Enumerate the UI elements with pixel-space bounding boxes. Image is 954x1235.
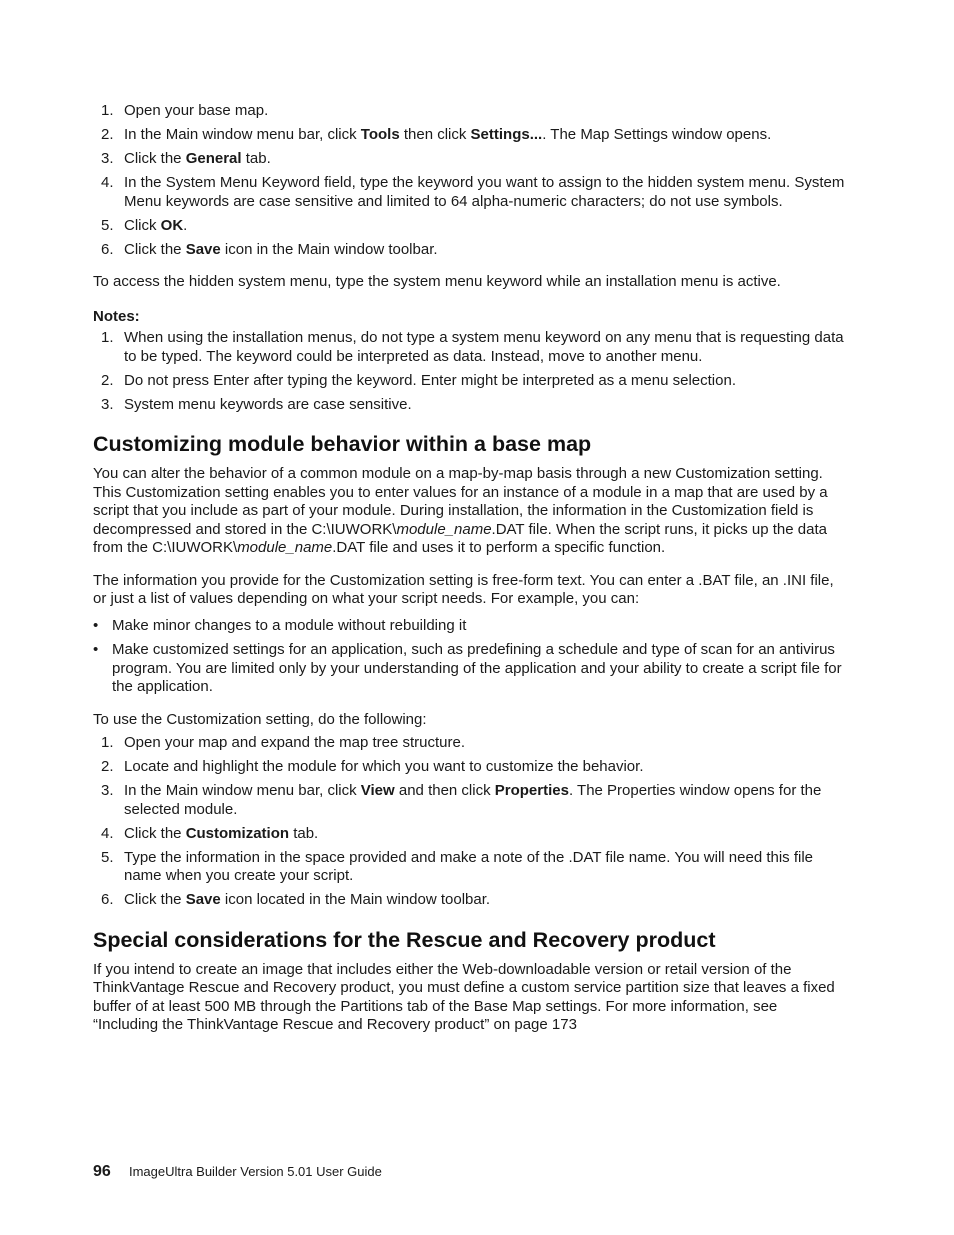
text-run: .DAT file and uses it to perform a specific function.: [332, 539, 666, 556]
list-item: [93, 891, 845, 910]
list-item-text: [124, 372, 736, 389]
list-item-text: [124, 849, 813, 885]
list-item-text: [124, 329, 844, 365]
list-item: [93, 241, 845, 260]
text-run: Click the: [124, 240, 186, 258]
text-run: In the Main window menu bar, click: [124, 126, 361, 143]
text-run: .DAT file. When the script runs, it picks up the data from the C:\IUWORK\: [93, 520, 827, 556]
list-item-number: 3.: [101, 782, 114, 799]
emphasized-term: Save: [185, 240, 221, 258]
notes-list: [93, 329, 845, 414]
list-item-number: 4.: [101, 824, 114, 842]
section-heading-rescue-recovery: Special considerations for the Rescue and Recovery product: [93, 927, 716, 952]
list-item-number: 4.: [101, 174, 114, 191]
emphasized-term: View: [360, 782, 395, 799]
list-item-text: [124, 396, 412, 413]
text-run: . The Map Settings window opens.: [542, 126, 772, 143]
examples-bullet-list: [93, 617, 845, 697]
list-item: [93, 217, 845, 236]
text-run: . The Properties window opens for the selected module.: [124, 782, 822, 818]
list-item: [93, 825, 845, 844]
text-run: System menu keywords are case sensitive.: [124, 395, 412, 413]
text-run: Open your map and expand the map tree structure.: [124, 734, 466, 751]
list-item-text: [124, 174, 844, 210]
text-run: In the Main window menu bar, click: [124, 782, 361, 799]
list-item: [93, 174, 845, 211]
text-run: Open your base map.: [124, 102, 269, 119]
list-item: [93, 782, 845, 819]
list-item-number: 1.: [101, 734, 114, 751]
text-run: tab.: [289, 824, 319, 842]
bullet-text: Make minor changes to a module without rebuilding it: [112, 616, 467, 634]
bullet-item: [93, 641, 845, 697]
text-run: tab.: [241, 150, 271, 167]
emphasized-term: OK: [160, 216, 184, 234]
text-run: icon located in the Main window toolbar.: [220, 891, 491, 908]
emphasized-term: General: [185, 150, 242, 167]
settings-steps-list: [93, 102, 845, 259]
use-customization-paragraph: To use the Customization setting, do the following:: [93, 710, 427, 728]
page-content: [93, 102, 845, 1035]
list-item: [93, 102, 845, 121]
emphasized-term: Properties: [494, 782, 569, 799]
list-item-number: 2.: [101, 126, 114, 143]
list-item-text: [124, 782, 821, 818]
rescue-recovery-paragraph: If you intend to create an image that includes either the Web-downloadable version or retail version of the ThinkVantage Rescue and Recovery product, you must define a custom service partition size that leaves a fixed buffer of at least 500 MB through the Partitions tab of the Base Map settings. For more information, see “Including the ThinkVantage Rescue and Recovery product” on page 173: [93, 960, 835, 1033]
text-run: Do not press Enter after typing the keyword. Enter might be interpreted as a menu selection.: [124, 371, 736, 389]
list-item-number: 6.: [101, 891, 114, 908]
bullet-item: [93, 617, 845, 636]
list-item-text: [124, 891, 490, 908]
list-item-text: [124, 126, 771, 143]
footer-document-title: ImageUltra Builder Version 5.01 User Guide: [128, 1164, 382, 1179]
list-item-text: [124, 217, 187, 234]
list-item-number: 5.: [101, 216, 114, 234]
access-paragraph: To access the hidden system menu, type the system menu keyword while an installation menu is active.: [93, 273, 781, 290]
list-item: [93, 372, 845, 391]
text-run: .: [183, 216, 188, 234]
bullet-icon: •: [93, 616, 99, 634]
text-run: When using the installation menus, do not type a system menu keyword on any menu that is requesting data to be typed. The keyword could be interpreted as data. Instead, move to another menu.: [124, 329, 844, 365]
italic-term: module_name: [237, 539, 333, 556]
notes-heading: Notes:: [93, 307, 140, 325]
list-item-number: 1.: [101, 329, 114, 346]
text-run: then click: [399, 126, 471, 143]
italic-term: module_name: [396, 520, 492, 538]
list-item-text: [124, 241, 438, 258]
text-run: You can alter the behavior of a common module on a map-by-map basis through a new Customization setting. This Customization setting enables you to enter values for an instance of a module in a map that are used by a script that you include as part of your module. During installation, the information in the Customization field is decompressed and stored in the C:\IUWORK\: [93, 465, 828, 538]
list-item-number: 2.: [101, 371, 114, 389]
list-item: [93, 734, 845, 753]
list-item-text: [124, 150, 271, 167]
emphasized-term: Settings...: [470, 126, 543, 143]
list-item-number: 1.: [101, 102, 114, 119]
bullet-text: Make customized settings for an application, such as predefining a schedule and type of scan for an antivirus program. You are limited only by your understanding of the application and your ability to create a script file for the application.: [112, 641, 842, 695]
customization-steps-list: [93, 734, 845, 910]
list-item-text: [124, 102, 268, 119]
text-run: Click the: [124, 891, 186, 908]
text-run: and then click: [394, 782, 495, 799]
emphasized-term: Customization: [185, 824, 290, 842]
text-run: In the System Menu Keyword field, type the keyword you want to assign to the hidden system menu. System Menu keywords are case sensitive and limited to 64 alpha-numeric characters; do not use symbols.: [124, 174, 845, 210]
list-item: [93, 758, 845, 777]
text-run: Click: [124, 216, 161, 234]
list-item-number: 3.: [101, 395, 114, 413]
list-item: [93, 329, 845, 366]
page-number: 96: [93, 1163, 111, 1180]
list-item-text: [124, 825, 318, 842]
emphasized-term: Tools: [360, 126, 400, 143]
text-run: icon in the Main window toolbar.: [220, 240, 438, 258]
list-item: [93, 126, 845, 145]
list-item-text: [124, 734, 465, 751]
customization-paragraph: [93, 465, 845, 558]
list-item-number: 6.: [101, 240, 114, 258]
text-run: Click the: [124, 150, 186, 167]
text-run: Click the: [124, 824, 186, 842]
list-item-number: 3.: [101, 150, 114, 167]
page-footer: [93, 1163, 382, 1182]
text-run: Type the information in the space provided and make a note of the .DAT file name. You will need this file name when you create your script.: [124, 848, 814, 884]
list-item-number: 2.: [101, 758, 114, 775]
list-item-number: 5.: [101, 848, 114, 866]
text-run: Locate and highlight the module for which you want to customize the behavior.: [124, 758, 644, 775]
section-heading-customizing: Customizing module behavior within a base map: [93, 432, 592, 456]
list-item: [93, 849, 845, 886]
list-item: [93, 150, 845, 169]
list-item: [93, 396, 845, 415]
list-item-text: [124, 758, 644, 775]
emphasized-term: Save: [185, 891, 221, 908]
bullet-icon: •: [93, 641, 99, 658]
customization-freeform-paragraph: The information you provide for the Customization setting is free-form text. You can enter a .BAT file, an .INI file, or just a list of values depending on what your script needs. For example, you can:: [93, 571, 834, 607]
